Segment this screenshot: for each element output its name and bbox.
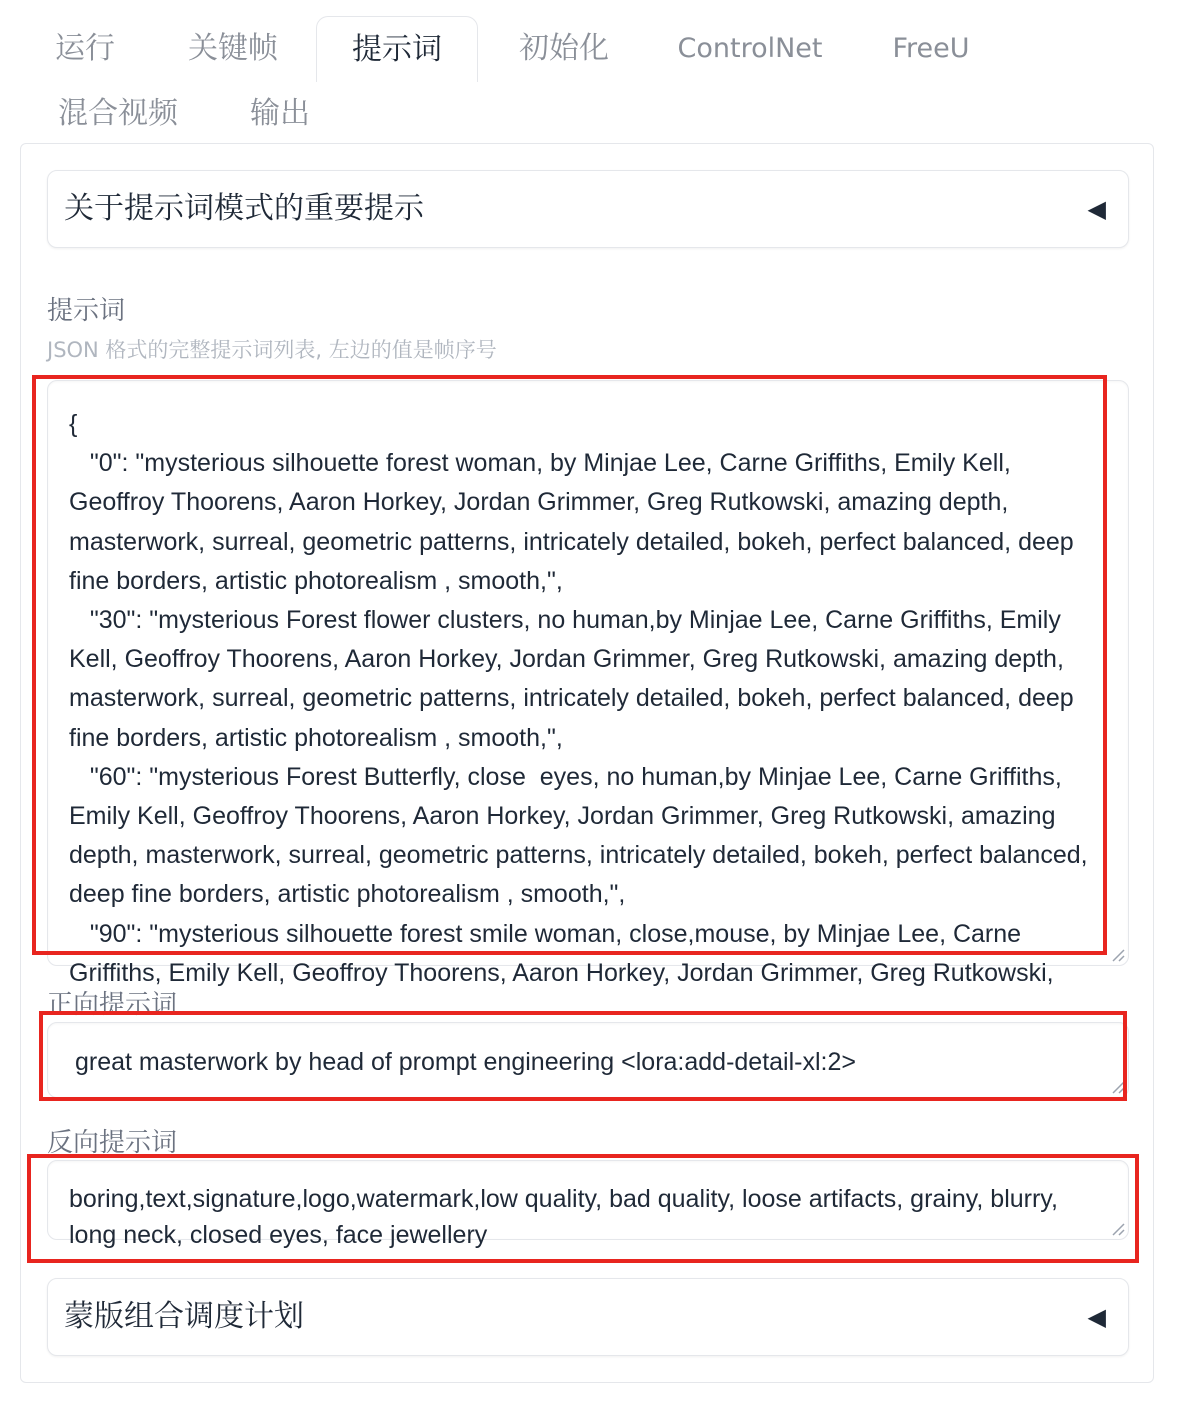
tab-init[interactable]: 初始化 — [519, 31, 609, 66]
highlight-negative-box — [27, 1154, 1139, 1263]
prompt-mode-notice-accordion[interactable] — [47, 170, 1129, 248]
tab-output[interactable]: 输出 — [250, 96, 310, 131]
negative-prompt-text: boring,text,signature,logo,watermark,low quality, bad quality, loose artifacts, grainy, blurry, long neck, closed eyes, face jewellery — [69, 1185, 1065, 1249]
accordion-title: 关于提示词模式的重要提示 — [64, 191, 424, 226]
collapse-arrow-icon: ◀ — [1087, 1303, 1106, 1331]
tab-freeu[interactable]: FreeU — [892, 33, 970, 64]
positive-prompt-label: 正向提示词 — [47, 990, 178, 1020]
prompts-info: JSON 格式的完整提示词列表, 左边的值是帧序号 — [47, 338, 497, 362]
tab-keyframes[interactable]: 关键帧 — [188, 31, 278, 66]
tab-run[interactable]: 运行 — [55, 31, 115, 66]
resize-handle-icon[interactable] — [1109, 946, 1125, 962]
highlight-prompts-box — [32, 375, 1107, 955]
positive-prompt-text: great masterwork by head of prompt engineering <lora:add-detail-xl:2> — [75, 1048, 856, 1076]
tab-prompts[interactable]: 提示词 — [316, 16, 478, 82]
negative-prompt-label: 反向提示词 — [47, 1128, 178, 1158]
accordion-title: 蒙版组合调度计划 — [64, 1299, 304, 1334]
collapse-arrow-icon: ◀ — [1087, 195, 1106, 223]
tab-controlnet[interactable]: ControlNet — [677, 33, 823, 64]
prompts-label: 提示词 — [47, 296, 126, 326]
highlight-positive-box — [39, 1011, 1127, 1101]
tab-hybrid-video[interactable]: 混合视频 — [58, 96, 178, 131]
mask-schedule-accordion[interactable] — [47, 1278, 1129, 1356]
prompts-json-text: { "0": "mysterious silhouette forest woman, by Minjae Lee, Carne Griffiths, Emily Kell, Geoffroy Thoorens, Aaron Horkey, Jordan Grimmer, Greg Rutkowski, amazing depth, masterwork, surreal, geometric patterns, intricately detailed, bokeh, perfect balanced, deep fine borders, artistic photorealism , smooth,", "30": "mysterious Forest flower clusters, no human,by Minjae Lee, Carne Griffiths, Emily Kell, Geoffroy Thoorens, Aaron Horkey, Jordan Grimmer, Greg Rutkowski, amazing depth, masterwork, surreal, geometric patterns, intricately detailed, bokeh, perfect balanced, deep fine borders, artistic photorealism , smooth,", "60": "mysterious Forest Butterfly, close eyes, no human,by Minjae Lee, Carne Griffiths, Emily Kell, Geoffroy Thoorens, Aaron Horkey, Jordan Grimmer, Greg Rutkowski, amazing depth, masterwork, surreal, geometric patterns, intricately detailed, bokeh, perfect balanced, deep fine borders, artistic photorealism , smooth,", "90": "mysterious silhouette forest smile woman, close,mouse, by Minjae Lee, Carne Griffiths, Emily Kell, Geoffroy Thoorens, Aaron Horkey, Jordan Grimmer, Greg Rutkowski, — [69, 410, 1088, 987]
